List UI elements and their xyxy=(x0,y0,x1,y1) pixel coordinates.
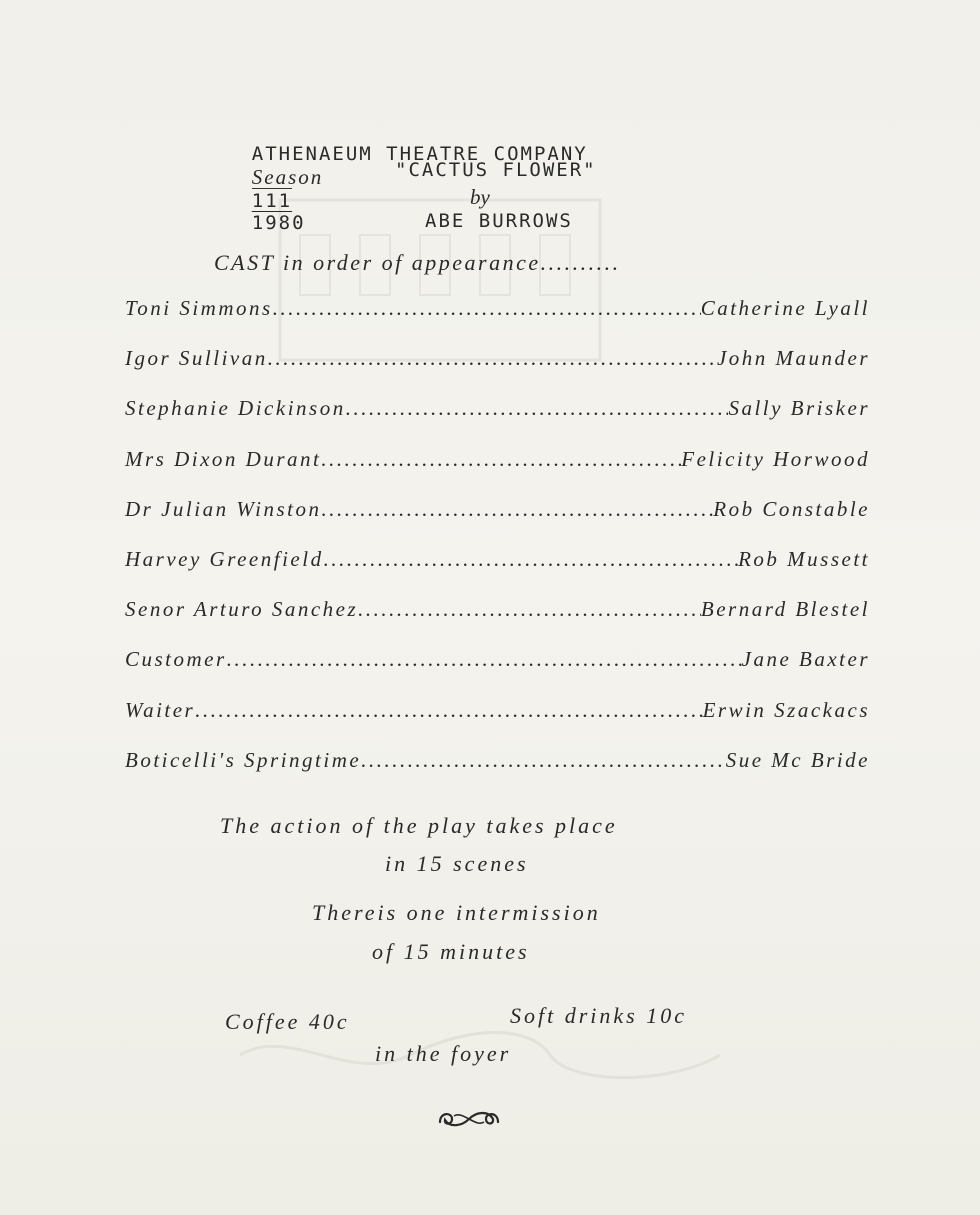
cast-role: Senor Arturo Sanchez xyxy=(125,597,359,622)
cast-row xyxy=(125,497,870,522)
cast-role: Mrs Dixon Durant xyxy=(125,446,322,471)
author-name: ABE BURROWS xyxy=(425,210,573,232)
cast-leader-dots xyxy=(324,547,739,572)
cast-row xyxy=(125,396,870,421)
cast-row xyxy=(125,597,870,622)
cast-role: Stephanie Dickinson xyxy=(125,396,346,421)
season-year: 1980 xyxy=(251,212,306,234)
cast-leader-dots xyxy=(322,497,714,522)
season-number: 111 xyxy=(251,190,293,212)
cast-role: Igor Sullivan xyxy=(125,346,268,371)
play-title: "CACTUS FLOWER" xyxy=(395,159,597,181)
cast-row xyxy=(125,547,870,572)
cast-actor: Sally Brisker xyxy=(728,396,870,421)
flourish-ornament-icon xyxy=(436,1106,502,1132)
cast-row xyxy=(125,346,870,371)
cast-leader-dots xyxy=(227,647,742,672)
cast-actor: Rob Constable xyxy=(713,496,870,521)
cast-row xyxy=(125,296,870,321)
cast-role: Boticelli's Springtime xyxy=(125,747,362,772)
cast-leader-dots xyxy=(195,698,702,723)
cast-row xyxy=(125,447,870,472)
cast-role: Toni Simmons xyxy=(125,296,273,320)
by-label: by xyxy=(470,185,490,209)
company-name: ATHENAEUM THEATRE COMPANY xyxy=(251,143,588,165)
header-line xyxy=(198,121,588,256)
coffee-price: Coffee 40c xyxy=(225,1009,350,1034)
cast-row xyxy=(125,748,870,773)
intermission-line-1: Thereis one intermission xyxy=(312,900,601,925)
foyer-note: in the foyer xyxy=(375,1041,512,1066)
cast-heading: CAST in order of appearance.......... xyxy=(214,250,621,275)
cast-role: Customer xyxy=(125,647,227,672)
cast-leader-dots xyxy=(321,447,681,472)
cast-leader-dots xyxy=(268,346,717,371)
cast-row xyxy=(125,647,870,672)
cast-actor: Sue Mc Bride xyxy=(725,747,870,772)
soft-drinks-price: Soft drinks 10c xyxy=(510,1003,687,1028)
cast-actor: Catherine Lyall xyxy=(700,296,870,320)
cast-actor: Felicity Horwood xyxy=(681,446,870,471)
cast-actor: John Maunder xyxy=(716,346,870,371)
season-word: Season xyxy=(251,165,324,189)
cast-leader-dots xyxy=(273,296,701,321)
cast-leader-dots xyxy=(358,597,701,622)
cast-leader-dots xyxy=(361,748,725,773)
intermission-line-2: of 15 minutes xyxy=(372,939,530,964)
cast-role: Dr Julian Winston xyxy=(125,496,322,521)
action-line-2: in 15 scenes xyxy=(385,851,529,876)
cast-role: Waiter xyxy=(125,697,196,722)
cast-leader-dots xyxy=(346,396,729,421)
cast-actor: Bernard Blestel xyxy=(700,597,870,622)
cast-actor: Rob Mussett xyxy=(738,547,870,571)
cast-role: Harvey Greenfield xyxy=(125,547,324,571)
action-line-1: The action of the play takes place xyxy=(220,813,618,838)
cast-actor: Jane Baxter xyxy=(741,647,870,672)
cast-actor: Erwin Szackacs xyxy=(702,697,870,722)
cast-row xyxy=(125,698,870,723)
